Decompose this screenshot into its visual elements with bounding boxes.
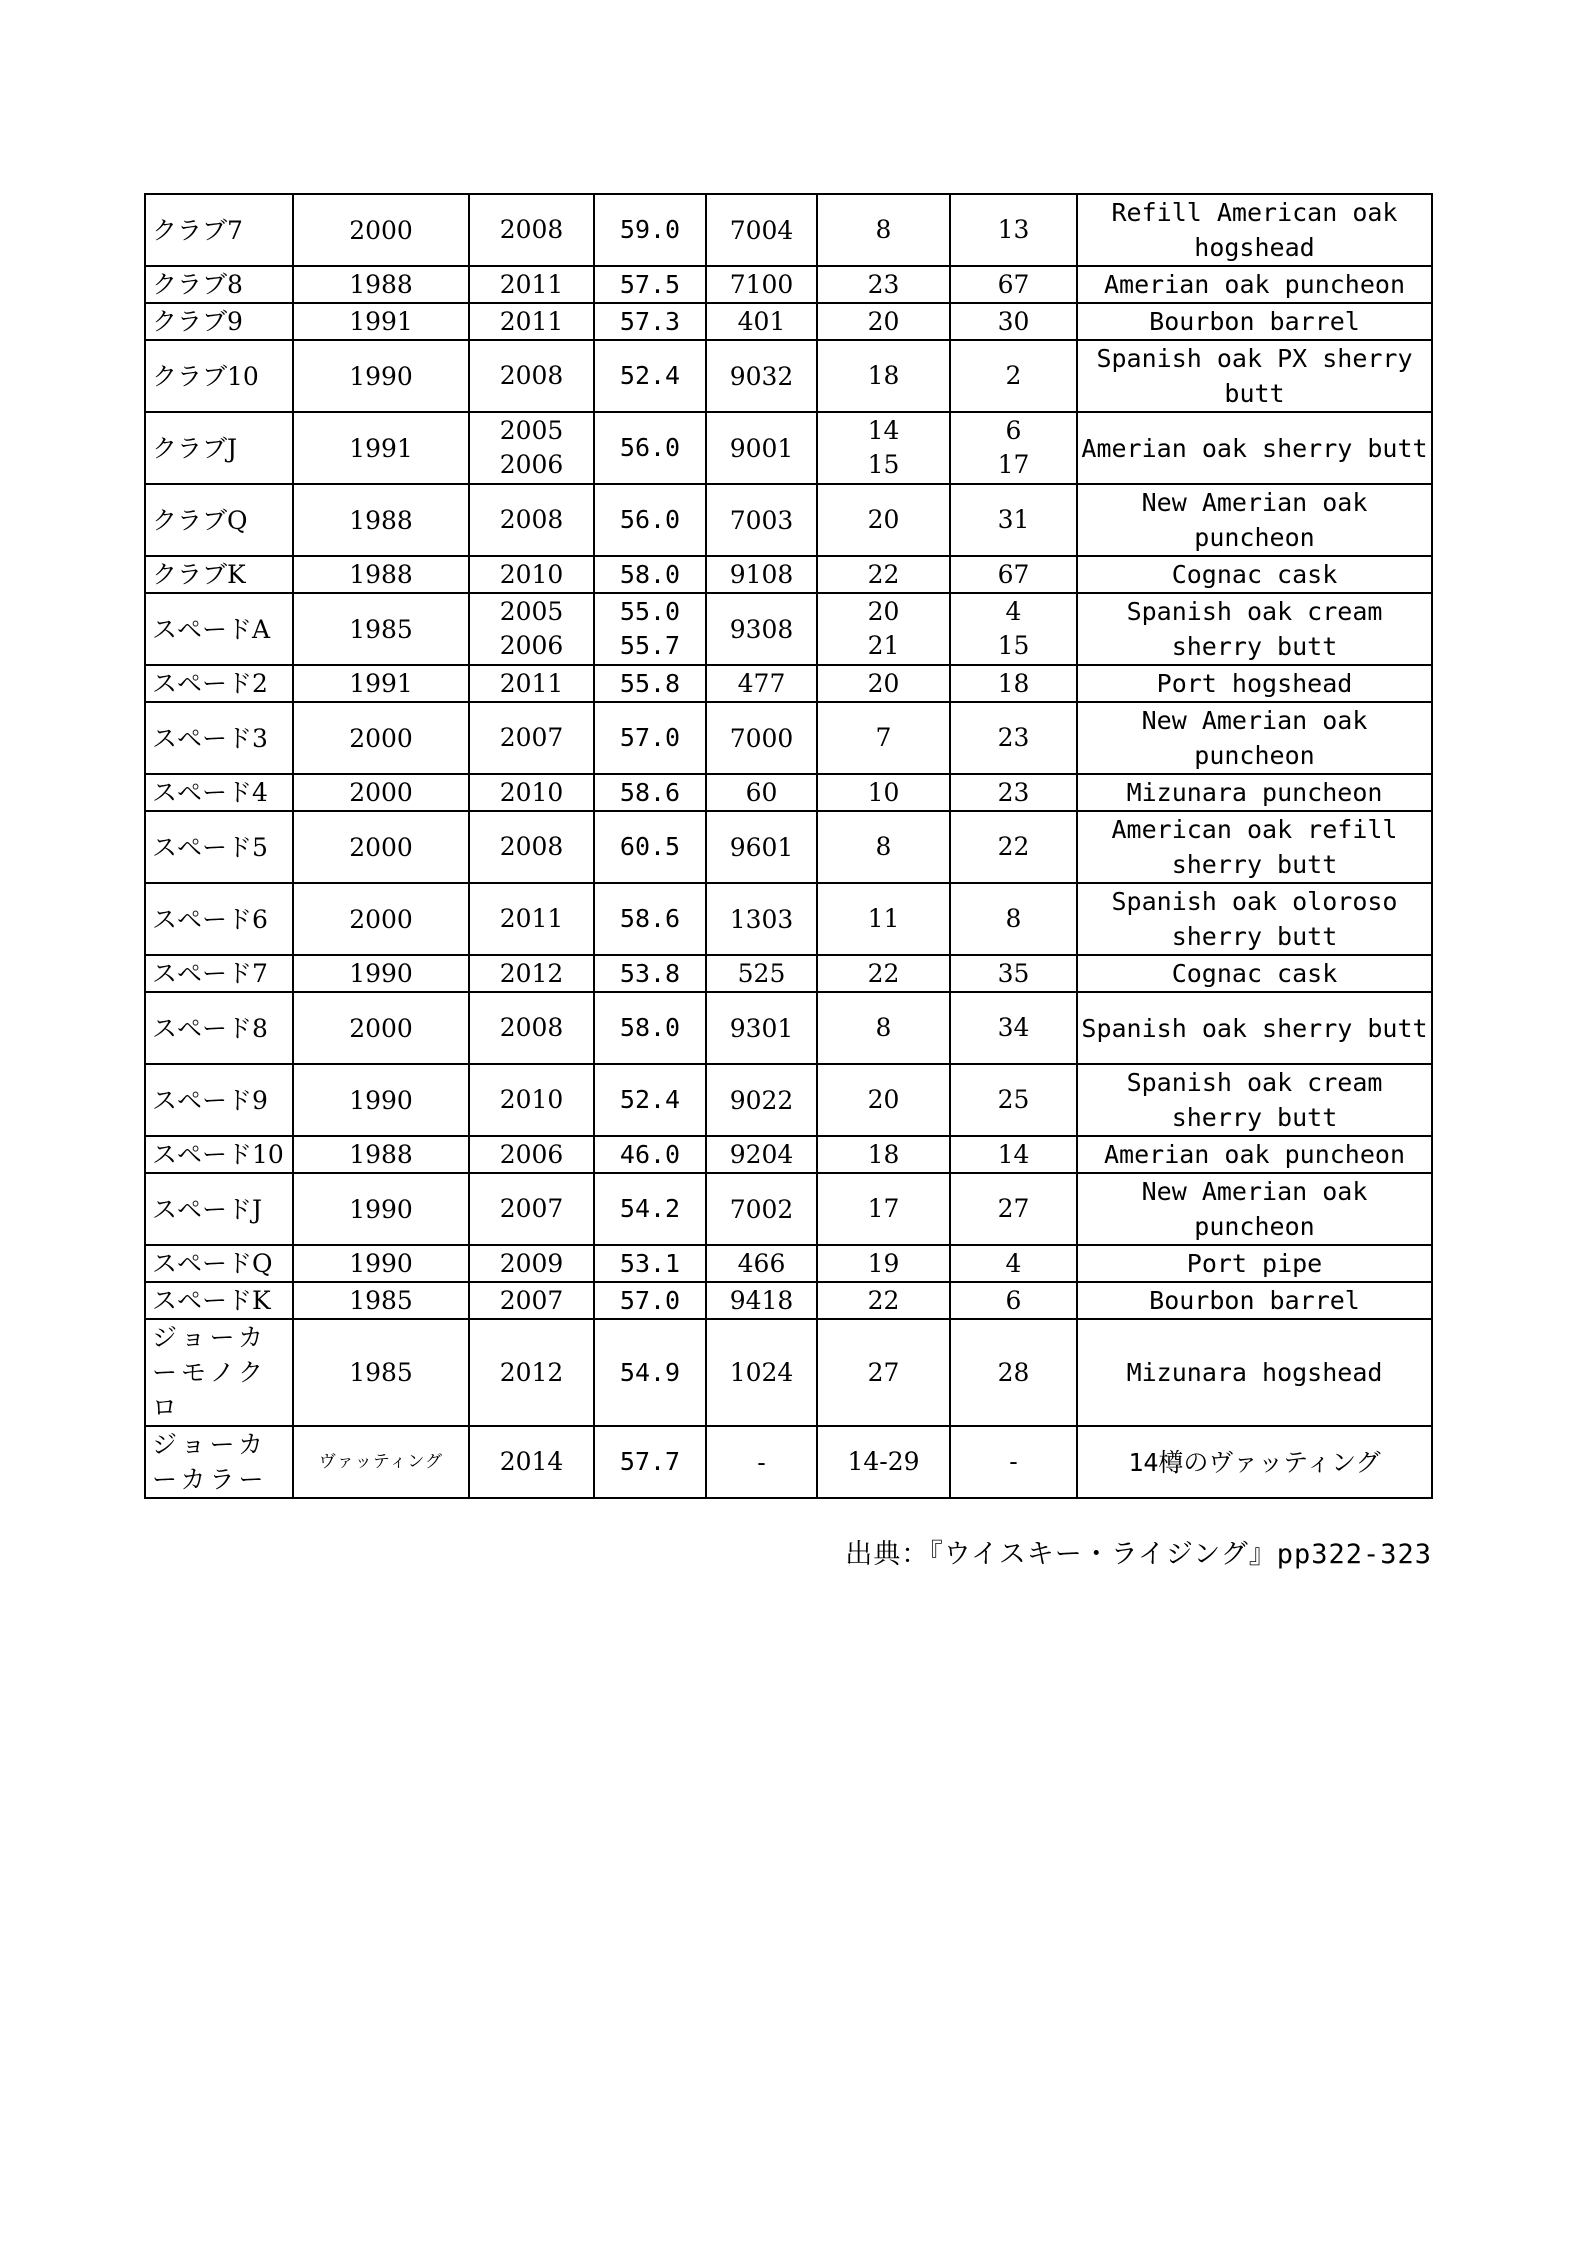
cell-col3 <box>594 593 706 665</box>
cell-col5 <box>817 992 950 1064</box>
cell-col4: - <box>706 1426 817 1498</box>
cell-col3 <box>594 484 706 556</box>
cell-name: クラブ9 <box>145 303 293 340</box>
cell-value: - <box>1009 1447 1018 1476</box>
cell-col2 <box>469 1426 594 1498</box>
cell-value: 14-29 <box>847 1447 920 1476</box>
cell-value: 55.8 <box>619 668 681 698</box>
cell-col2 <box>469 556 594 593</box>
cell-col2 <box>469 593 594 665</box>
cell-name: スペードJ <box>145 1173 293 1245</box>
cell-name: クラブ10 <box>145 340 293 412</box>
cell-col4: 60 <box>706 774 817 811</box>
cell-value: 56.0 <box>619 433 681 462</box>
cell-col6 <box>950 665 1077 702</box>
cell-col5 <box>817 1282 950 1319</box>
table-row <box>145 340 1432 412</box>
cell-name: スペード8 <box>145 992 293 1064</box>
cell-value: 2008 <box>499 1013 564 1042</box>
cell-col1: 1990 <box>293 1173 469 1245</box>
cell-value: 13 <box>997 215 1030 244</box>
cell-col3 <box>594 774 706 811</box>
cell-col2 <box>469 303 594 340</box>
cell-name: スペード4 <box>145 774 293 811</box>
cell-value: 31 <box>997 505 1030 534</box>
cell-value: 57.0 <box>619 723 681 752</box>
cell-value: 18 <box>867 1139 900 1169</box>
cell-value: 19 <box>867 1248 900 1278</box>
cell-col2 <box>469 1319 594 1426</box>
cell-value: 2011 <box>499 269 564 299</box>
cell-col5 <box>817 556 950 593</box>
cell-name: クラブQ <box>145 484 293 556</box>
table-row <box>145 1426 1432 1498</box>
cell-value: 8 <box>875 832 892 861</box>
cell-col5 <box>817 484 950 556</box>
cell-value: 15 <box>997 631 1030 660</box>
cell-col3 <box>594 303 706 340</box>
cell-cask: Spanish oak PX sherry butt <box>1077 340 1432 412</box>
cell-value: 2007 <box>499 1194 564 1223</box>
cell-col5 <box>817 412 950 484</box>
cell-name: スペード9 <box>145 1064 293 1136</box>
cell-col3 <box>594 1136 706 1173</box>
cell-col3 <box>594 702 706 774</box>
cell-value: 2010 <box>499 777 564 807</box>
cell-col5 <box>817 774 950 811</box>
cell-value: 14 <box>997 1139 1030 1169</box>
cell-col6 <box>950 593 1077 665</box>
cell-col1: 1991 <box>293 665 469 702</box>
cell-cask: Cognac cask <box>1077 955 1432 992</box>
table-row <box>145 992 1432 1064</box>
table-row <box>145 883 1432 955</box>
cell-value: 2006 <box>499 631 564 660</box>
cell-value: 2009 <box>499 1248 564 1278</box>
cell-col4: 525 <box>706 955 817 992</box>
cell-name: クラブ8 <box>145 266 293 303</box>
cell-value: 58.6 <box>619 777 681 807</box>
cell-col6 <box>950 556 1077 593</box>
cell-value: 18 <box>997 668 1030 698</box>
table-row <box>145 702 1432 774</box>
table-row <box>145 593 1432 665</box>
cell-value: 2011 <box>499 904 564 933</box>
cell-col1: 1985 <box>293 1319 469 1426</box>
cell-col6 <box>950 774 1077 811</box>
cell-col5 <box>817 1064 950 1136</box>
cell-col4: 466 <box>706 1245 817 1282</box>
cell-col5 <box>817 883 950 955</box>
cell-cask: New Amerian oak puncheon <box>1077 1173 1432 1245</box>
cell-value: 57.5 <box>619 269 681 299</box>
cell-value: 2011 <box>499 668 564 698</box>
cell-col3 <box>594 811 706 883</box>
cell-value: 22 <box>867 1285 900 1315</box>
cell-name: スペード7 <box>145 955 293 992</box>
cell-col3 <box>594 992 706 1064</box>
cell-col2 <box>469 266 594 303</box>
cell-col5 <box>817 1426 950 1498</box>
cell-col5 <box>817 194 950 266</box>
cell-cask: Spanish oak cream sherry butt <box>1077 593 1432 665</box>
cell-col6 <box>950 1064 1077 1136</box>
source-citation: 出典：『ウイスキー・ライジング』pp322-323 <box>845 1539 1432 1570</box>
cell-col4: 9001 <box>706 412 817 484</box>
cell-col6 <box>950 412 1077 484</box>
cell-value: 20 <box>867 597 900 626</box>
cell-value: 23 <box>997 777 1030 807</box>
cell-col2 <box>469 194 594 266</box>
cell-value: 2008 <box>499 832 564 861</box>
table-row <box>145 1245 1432 1282</box>
cell-col1: ヴァッティング <box>293 1426 469 1498</box>
cell-value: 60.5 <box>619 832 681 861</box>
cell-value: 67 <box>997 269 1030 299</box>
cell-col3 <box>594 1064 706 1136</box>
table-row <box>145 1173 1432 1245</box>
cell-col2 <box>469 955 594 992</box>
cell-value: 23 <box>867 269 900 299</box>
cell-value: 22 <box>867 559 900 589</box>
cell-col4: 401 <box>706 303 817 340</box>
cell-value: 2010 <box>499 559 564 589</box>
cell-col4: 9418 <box>706 1282 817 1319</box>
cell-value: 4 <box>1005 597 1022 626</box>
cell-col6 <box>950 1319 1077 1426</box>
cell-col4: 9108 <box>706 556 817 593</box>
cell-name: スペード5 <box>145 811 293 883</box>
cell-col6 <box>950 484 1077 556</box>
cell-value: 2014 <box>499 1447 564 1476</box>
cell-col4: 7002 <box>706 1173 817 1245</box>
cell-value: 2008 <box>499 215 564 244</box>
cell-col6 <box>950 340 1077 412</box>
cell-value: 8 <box>875 215 892 244</box>
cell-cask: Mizunara hogshead <box>1077 1319 1432 1426</box>
cell-value: 4 <box>1005 1248 1022 1278</box>
cell-value: 27 <box>867 1357 900 1387</box>
table-row <box>145 556 1432 593</box>
cell-col6 <box>950 1173 1077 1245</box>
cell-col5 <box>817 955 950 992</box>
cell-value: 2012 <box>499 958 564 988</box>
cell-value: 2007 <box>499 723 564 752</box>
cell-col3 <box>594 955 706 992</box>
cell-value: 2006 <box>499 450 564 479</box>
cell-col2 <box>469 1136 594 1173</box>
table-row <box>145 1319 1432 1426</box>
cell-value: 22 <box>867 958 900 988</box>
table-row <box>145 665 1432 702</box>
cell-col4: 9204 <box>706 1136 817 1173</box>
cell-value: 20 <box>867 1085 900 1114</box>
cell-col3 <box>594 340 706 412</box>
cell-cask: New Amerian oak puncheon <box>1077 484 1432 556</box>
cell-value: 2007 <box>499 1285 564 1315</box>
cell-col4: 9022 <box>706 1064 817 1136</box>
table-row <box>145 266 1432 303</box>
cell-value: 34 <box>997 1013 1030 1042</box>
cell-cask: Spanish oak oloroso sherry butt <box>1077 883 1432 955</box>
cell-value: 28 <box>997 1357 1030 1387</box>
cell-value: 11 <box>867 904 900 933</box>
table-row <box>145 412 1432 484</box>
cell-value: 46.0 <box>619 1139 681 1169</box>
cell-name: クラブ7 <box>145 194 293 266</box>
cell-col6 <box>950 194 1077 266</box>
cell-col3 <box>594 1282 706 1319</box>
cell-value: 55.0 <box>619 597 681 626</box>
cell-col5 <box>817 340 950 412</box>
cell-col2 <box>469 992 594 1064</box>
cell-name: スペード10 <box>145 1136 293 1173</box>
cell-col1: 1991 <box>293 412 469 484</box>
cell-col3 <box>594 1173 706 1245</box>
cell-col2 <box>469 665 594 702</box>
cell-col4: 9032 <box>706 340 817 412</box>
cell-value: 8 <box>875 1013 892 1042</box>
cell-col2 <box>469 1245 594 1282</box>
cell-col5 <box>817 811 950 883</box>
cell-col1: 1988 <box>293 266 469 303</box>
cell-cask: Spanish oak sherry butt <box>1077 992 1432 1064</box>
cell-value: 57.3 <box>619 306 681 336</box>
cell-col1: 2000 <box>293 194 469 266</box>
table-row <box>145 811 1432 883</box>
table-row <box>145 1136 1432 1173</box>
cell-cask: Amerian oak puncheon <box>1077 1136 1432 1173</box>
cell-cask: Amerian oak puncheon <box>1077 266 1432 303</box>
cell-col6 <box>950 1426 1077 1498</box>
cell-col3 <box>594 266 706 303</box>
cell-col4: 7003 <box>706 484 817 556</box>
table-row <box>145 194 1432 266</box>
cell-col3 <box>594 1245 706 1282</box>
cell-col2 <box>469 702 594 774</box>
cell-value: 58.0 <box>619 559 681 589</box>
cell-col5 <box>817 1319 950 1426</box>
cell-col4: 7000 <box>706 702 817 774</box>
cell-value: 7 <box>875 723 892 752</box>
cell-cask: Cognac cask <box>1077 556 1432 593</box>
cell-value: 57.7 <box>619 1447 681 1476</box>
cell-col4: 9601 <box>706 811 817 883</box>
cell-value: 20 <box>867 306 900 336</box>
cell-name: クラブK <box>145 556 293 593</box>
cell-col2 <box>469 1282 594 1319</box>
cell-col3 <box>594 194 706 266</box>
cell-col1: 2000 <box>293 992 469 1064</box>
cell-col1: 1988 <box>293 484 469 556</box>
cell-col4: 9301 <box>706 992 817 1064</box>
cell-col3 <box>594 665 706 702</box>
cell-value: 57.0 <box>619 1285 681 1315</box>
cell-col1: 2000 <box>293 811 469 883</box>
cell-col6 <box>950 992 1077 1064</box>
cell-value: 56.0 <box>619 505 681 534</box>
cell-name: ジョーカーモノクロ <box>145 1319 293 1426</box>
cell-value: 6 <box>1005 416 1022 445</box>
cell-col3 <box>594 883 706 955</box>
cell-col1: 1990 <box>293 955 469 992</box>
cell-name: スペードQ <box>145 1245 293 1282</box>
cell-value: 25 <box>997 1085 1030 1114</box>
cell-value: 20 <box>867 668 900 698</box>
cell-cask: Port pipe <box>1077 1245 1432 1282</box>
cell-cask: Spanish oak cream sherry butt <box>1077 1064 1432 1136</box>
cell-col1: 1990 <box>293 1245 469 1282</box>
cell-col3 <box>594 1426 706 1498</box>
cell-value: 59.0 <box>619 215 681 244</box>
cell-name: クラブJ <box>145 412 293 484</box>
cell-value: 30 <box>997 306 1030 336</box>
table-row <box>145 1064 1432 1136</box>
cell-col2 <box>469 883 594 955</box>
cell-value: 8 <box>1005 904 1022 933</box>
table-row <box>145 955 1432 992</box>
cell-value: 53.1 <box>619 1248 681 1278</box>
cell-value: 14 <box>867 416 900 445</box>
cell-col5 <box>817 1136 950 1173</box>
cell-value: 52.4 <box>619 361 681 390</box>
cell-value: 54.2 <box>619 1194 681 1223</box>
cell-col6 <box>950 266 1077 303</box>
cell-col1: 1985 <box>293 593 469 665</box>
cell-col1: 2000 <box>293 774 469 811</box>
cell-col2 <box>469 412 594 484</box>
cell-col6 <box>950 883 1077 955</box>
cell-value: 2011 <box>499 306 564 336</box>
cell-col4: 1303 <box>706 883 817 955</box>
cell-col6 <box>950 811 1077 883</box>
cell-cask: Refill American oak hogshead <box>1077 194 1432 266</box>
cell-value: 2008 <box>499 505 564 534</box>
cell-value: 22 <box>997 832 1030 861</box>
cell-value: 55.7 <box>619 631 681 660</box>
cask-table-body <box>145 194 1432 1498</box>
cell-cask: Bourbon barrel <box>1077 303 1432 340</box>
cell-value: 17 <box>997 450 1030 479</box>
cell-value: 2012 <box>499 1357 564 1387</box>
cell-value: 53.8 <box>619 958 681 988</box>
cell-value: 2 <box>1005 361 1022 390</box>
cell-cask: Mizunara puncheon <box>1077 774 1432 811</box>
cell-value: 10 <box>867 777 900 807</box>
cell-col5 <box>817 665 950 702</box>
table-row <box>145 774 1432 811</box>
cell-cask: Bourbon barrel <box>1077 1282 1432 1319</box>
cell-name: スペード3 <box>145 702 293 774</box>
cell-col2 <box>469 774 594 811</box>
cell-col3 <box>594 1319 706 1426</box>
cell-col5 <box>817 266 950 303</box>
cell-value: 58.0 <box>619 1013 681 1042</box>
cell-value: 58.6 <box>619 904 681 933</box>
cell-col6 <box>950 702 1077 774</box>
cell-cask: 14樽のヴァッティング <box>1077 1426 1432 1498</box>
cell-col5 <box>817 303 950 340</box>
cell-col4: 9308 <box>706 593 817 665</box>
cell-value: 54.9 <box>619 1357 681 1387</box>
cell-col6 <box>950 1245 1077 1282</box>
cell-col6 <box>950 955 1077 992</box>
cell-value: 21 <box>867 631 900 660</box>
cell-col6 <box>950 303 1077 340</box>
table-row <box>145 1282 1432 1319</box>
cell-col1: 1988 <box>293 556 469 593</box>
cell-name: スペード2 <box>145 665 293 702</box>
cell-name: スペードK <box>145 1282 293 1319</box>
cell-col2 <box>469 1173 594 1245</box>
cell-col4: 1024 <box>706 1319 817 1426</box>
cell-col2 <box>469 811 594 883</box>
cell-col4: 7004 <box>706 194 817 266</box>
cell-value: 17 <box>867 1194 900 1223</box>
cell-cask: Port hogshead <box>1077 665 1432 702</box>
cell-col1: 2000 <box>293 702 469 774</box>
table-row <box>145 484 1432 556</box>
cell-col5 <box>817 593 950 665</box>
cell-value: 2005 <box>499 597 564 626</box>
cell-value: 52.4 <box>619 1085 681 1114</box>
cell-name: ジョーカーカラー <box>145 1426 293 1498</box>
cell-value: 35 <box>997 958 1030 988</box>
cell-col5 <box>817 1245 950 1282</box>
cell-value: 2008 <box>499 361 564 390</box>
cell-col1: 1985 <box>293 1282 469 1319</box>
cell-col2 <box>469 484 594 556</box>
cell-col1: 1990 <box>293 340 469 412</box>
table-row <box>145 303 1432 340</box>
cell-value: 2006 <box>499 1139 564 1169</box>
cell-col5 <box>817 1173 950 1245</box>
cell-name: スペード6 <box>145 883 293 955</box>
cell-col1: 1988 <box>293 1136 469 1173</box>
cell-col4: 477 <box>706 665 817 702</box>
cell-value: 2010 <box>499 1085 564 1114</box>
cell-col6 <box>950 1282 1077 1319</box>
cell-cask: American oak refill sherry butt <box>1077 811 1432 883</box>
cell-cask: New Amerian oak puncheon <box>1077 702 1432 774</box>
cell-name: スペードA <box>145 593 293 665</box>
cell-col2 <box>469 1064 594 1136</box>
cell-col5 <box>817 702 950 774</box>
cell-col4: 7100 <box>706 266 817 303</box>
cell-col3 <box>594 556 706 593</box>
cell-value: 2005 <box>499 416 564 445</box>
cell-value: 23 <box>997 723 1030 752</box>
cell-value: 15 <box>867 450 900 479</box>
cell-value: 27 <box>997 1194 1030 1223</box>
cell-col2 <box>469 340 594 412</box>
cell-value: 6 <box>1005 1285 1022 1315</box>
cask-table <box>144 193 1433 1499</box>
cell-value: 18 <box>867 361 900 390</box>
cell-col1: 1991 <box>293 303 469 340</box>
cell-col6 <box>950 1136 1077 1173</box>
cell-col1: 2000 <box>293 883 469 955</box>
cell-col1: 1990 <box>293 1064 469 1136</box>
cell-value: 20 <box>867 505 900 534</box>
cell-value: 67 <box>997 559 1030 589</box>
cell-cask: Amerian oak sherry butt <box>1077 412 1432 484</box>
cell-col3 <box>594 412 706 484</box>
